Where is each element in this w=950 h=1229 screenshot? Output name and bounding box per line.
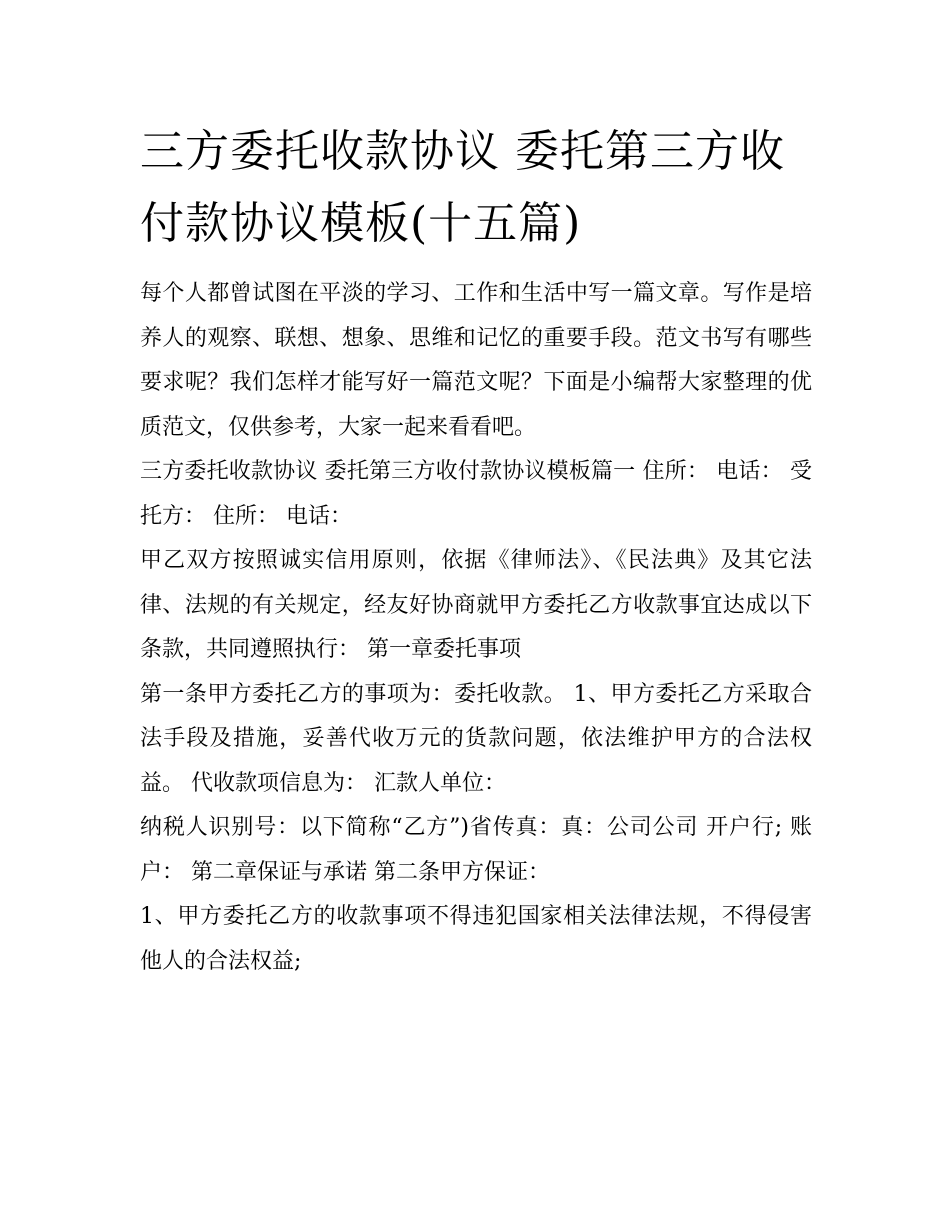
paragraph-agreement-basis: 甲乙双方按照诚实信用原则，依据《律师法》、《民法典》及其它法律、法规的有关规定，经友好协商就甲方委托乙方收款事宜达成以下条款，共同遵照执行： 第一章委托事项 (140, 548, 812, 662)
paragraph-article-one: 第一条甲方委托乙方的事项为：委托收款。 1、甲方委托乙方采取合法手段及措施，妥善代收万元的货款问题，依法维护甲方的合法权益。 代收款项信息为： 汇款人单位： (140, 681, 812, 796)
paragraph-intro: 每个人都曾试图在平淡的学习、工作和生活中写一篇文章。写作是培养人的观察、联想、想象、思维和记忆的重要手段。范文书写有哪些要求呢？我们怎样才能写好一篇范文呢？下面是小编帮大家整理的优质范文，仅供参考，大家一起来看看吧。 (140, 281, 812, 440)
document-body (140, 272, 812, 984)
paragraph-account-info: 纳税人识别号：以下简称“乙方”)省传真：真：公司公司 开户行; 账户： 第二章保证与承诺 第二条甲方保证： (140, 815, 812, 885)
document-title: 三方委托收款协议 委托第三方收付款协议模板(十五篇) (140, 126, 785, 249)
paragraph-guarantee-one: 1、甲方委托乙方的收款事项不得违犯国家相关法律法规，不得侵害他人的合法权益; (140, 904, 812, 974)
paragraph-parties: 三方委托收款协议 委托第三方收付款协议模板篇一 住所： 电话： 受托方： 住所： 电话： (140, 459, 812, 529)
document-page (140, 116, 812, 984)
